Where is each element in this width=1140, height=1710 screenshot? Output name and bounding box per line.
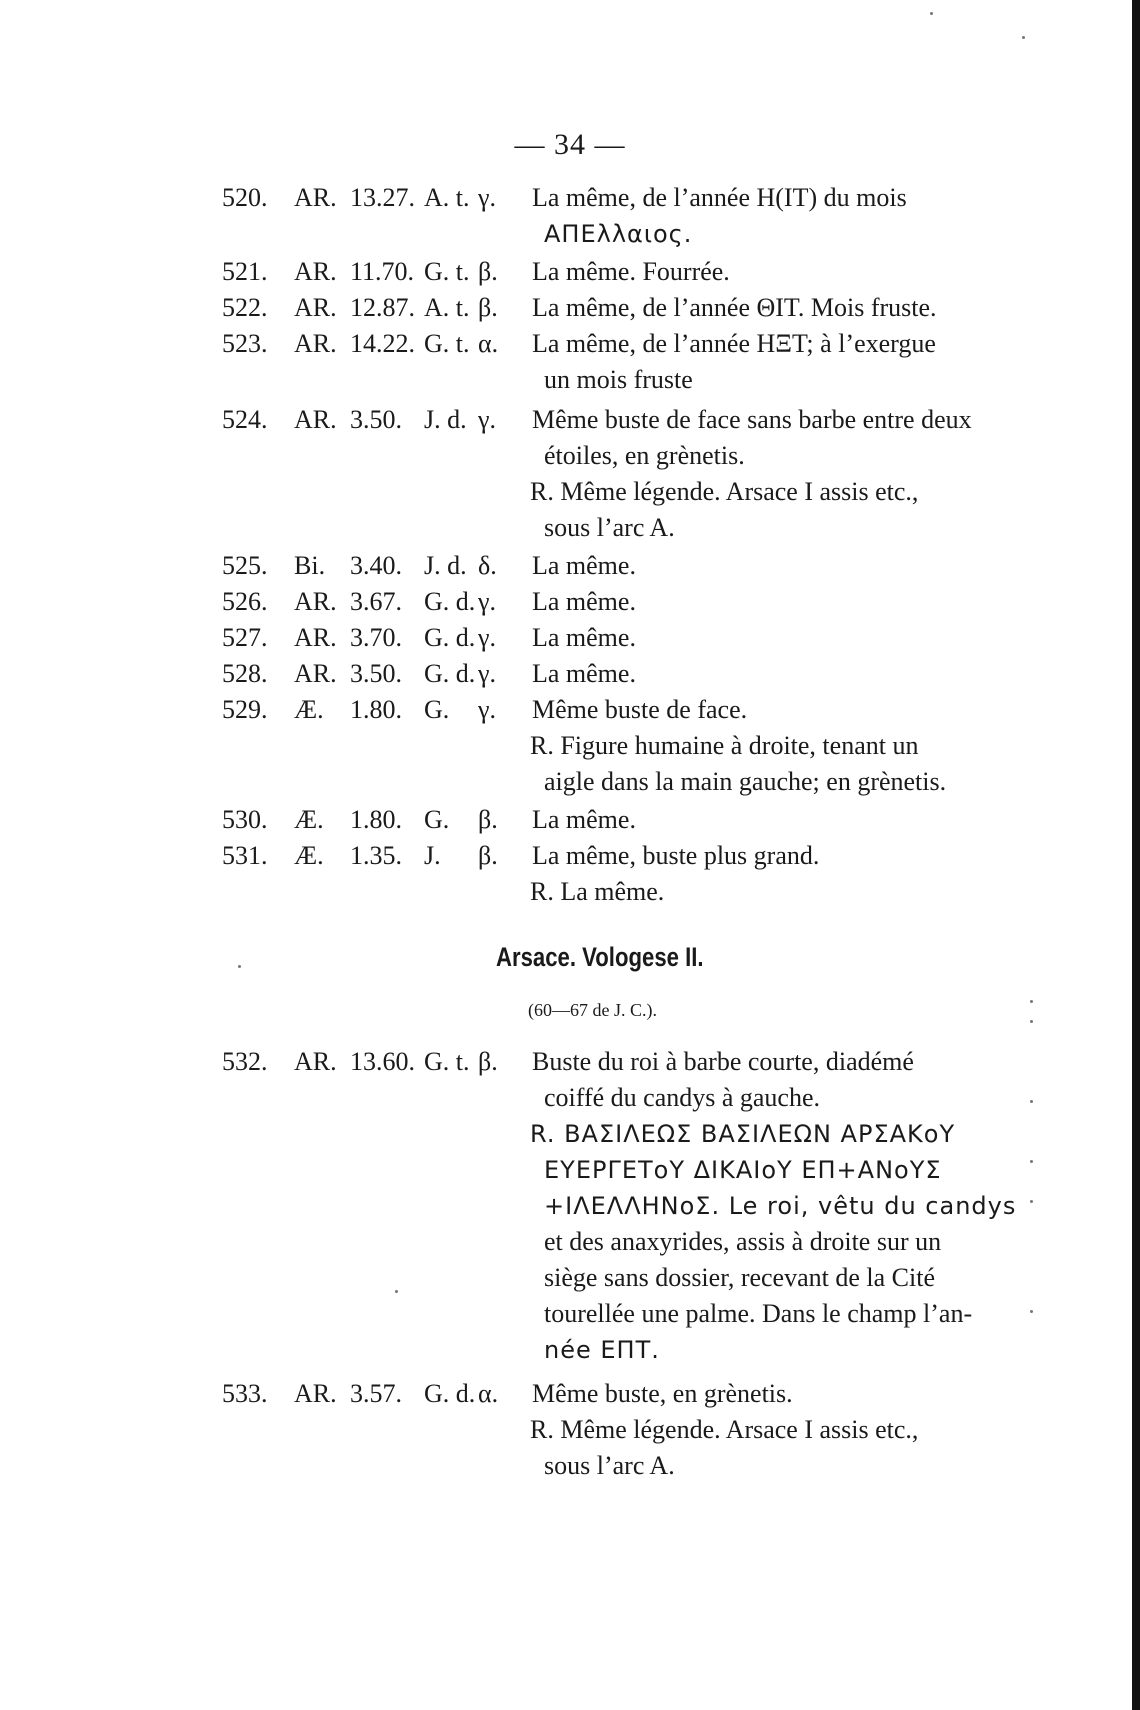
weight-value: 3.70. — [350, 623, 402, 652]
reverse-line — [222, 1260, 1052, 1296]
grade-code: γ. — [478, 405, 496, 434]
entry-description: La même. — [532, 659, 636, 688]
entry-line — [222, 1044, 1052, 1080]
entry-description: La même, de l’année HΞT; à l’exergue — [532, 329, 936, 358]
catalog-code: G. — [424, 695, 450, 724]
metal-code: AR. — [294, 1379, 337, 1408]
scan-speck — [1030, 1020, 1033, 1023]
grade-code: β. — [478, 1047, 498, 1076]
weight-value: 1.80. — [350, 805, 402, 834]
metal-code: AR. — [294, 1047, 337, 1076]
entry-description-continued: coiffé du candys à gauche. — [544, 1083, 821, 1112]
coin-entry — [222, 802, 1052, 838]
coin-entry — [222, 838, 1052, 910]
entry-number: 531. — [222, 841, 268, 870]
grade-code: β. — [478, 257, 498, 286]
entry-description: La même, de l’année H(IT) du mois — [532, 183, 907, 212]
entry-line — [222, 180, 1052, 216]
entry-number: 530. — [222, 805, 268, 834]
metal-code: Æ. — [294, 841, 324, 870]
reverse-description: aigle dans la main gauche; en grènetis. — [544, 767, 947, 796]
metal-code: AR. — [294, 405, 337, 434]
scan-speck — [1030, 1160, 1033, 1163]
entry-description: La même. — [532, 587, 636, 616]
grade-code: γ. — [478, 183, 496, 212]
scan-speck — [1030, 1200, 1033, 1203]
coin-entry — [222, 692, 1052, 800]
coin-entry — [222, 656, 1052, 692]
entry-line — [222, 620, 1052, 656]
grade-code: δ. — [478, 551, 497, 580]
entry-line — [222, 802, 1052, 838]
entry-line — [222, 402, 1052, 438]
weight-value: 3.50. — [350, 659, 402, 688]
entry-line — [222, 1080, 1052, 1116]
catalog-code: J. d. — [424, 551, 467, 580]
catalog-code: G. t. — [424, 1047, 470, 1076]
reverse-description: sous l’arc A. — [544, 1451, 675, 1480]
reverse-description: et des anaxyrides, assis à droite sur un — [544, 1227, 942, 1256]
entry-line — [222, 254, 1052, 290]
scan-speck — [395, 1290, 398, 1293]
reverse-line — [222, 764, 1052, 800]
reverse-line — [222, 728, 1052, 764]
entry-description: La même. — [532, 623, 636, 652]
catalog-code: J. d. — [424, 405, 467, 434]
metal-code: AR. — [294, 623, 337, 652]
entry-description: La même. — [532, 551, 636, 580]
reverse-line — [222, 474, 1052, 510]
entry-description: Buste du roi à barbe courte, diadémé — [532, 1047, 914, 1076]
entry-line — [222, 692, 1052, 728]
entry-description: La même, de l’année ΘIT. Mois fruste. — [532, 293, 937, 322]
reverse-line — [222, 1412, 1052, 1448]
coin-entry — [222, 326, 1052, 398]
metal-code: AR. — [294, 659, 337, 688]
reverse-description: sous l’arc A. — [544, 513, 675, 542]
entry-number: 528. — [222, 659, 268, 688]
entry-number: 523. — [222, 329, 268, 358]
grade-code: β. — [478, 805, 498, 834]
weight-value: 3.57. — [350, 1379, 402, 1408]
reverse-description: siège sans dossier, recevant de la Cité — [544, 1263, 935, 1292]
reverse-description: ΕΥΕΡΓΕΤοΥ ΔΙΚΑΙοΥ ΕΠ+ΑΝοΥΣ — [544, 1156, 942, 1184]
metal-code: Æ. — [294, 695, 324, 724]
weight-value: 1.80. — [350, 695, 402, 724]
entry-number: 522. — [222, 293, 268, 322]
reverse-line — [222, 874, 1052, 910]
coin-entry — [222, 1376, 1052, 1484]
reverse-description: +ΙΛΕΛΛΗΝοΣ. Le roi, vêtu du candys — [544, 1192, 1017, 1220]
page-number: — 34 — — [514, 128, 626, 161]
reverse-description: née ΕΠΤ. — [544, 1336, 660, 1364]
coin-entry — [222, 180, 1052, 252]
metal-code: AR. — [294, 329, 337, 358]
reverse-line — [222, 1152, 1052, 1188]
grade-code: γ. — [478, 695, 496, 724]
entry-description: La même. Fourrée. — [532, 257, 730, 286]
entry-number: 525. — [222, 551, 268, 580]
catalog-code: G. d. — [424, 1379, 476, 1408]
scan-edge — [1132, 0, 1140, 1710]
grade-code: γ. — [478, 659, 496, 688]
scan-speck — [1030, 1000, 1033, 1003]
entry-description: Même buste de face sans barbe entre deux — [532, 405, 972, 434]
scan-speck — [1030, 1310, 1033, 1313]
reverse-line — [222, 1296, 1052, 1332]
entry-line — [222, 290, 1052, 326]
entry-line — [222, 656, 1052, 692]
catalog-code: J. — [424, 841, 441, 870]
weight-value: 1.35. — [350, 841, 402, 870]
metal-code: AR. — [294, 183, 337, 212]
reverse-line — [222, 1332, 1052, 1368]
section-title: Arsace. Vologese II. — [496, 942, 704, 972]
weight-value: 12.87. — [350, 293, 415, 322]
grade-code: γ. — [478, 623, 496, 652]
entry-description-continued: un mois fruste — [544, 365, 693, 394]
catalog-code: G. d. — [424, 587, 476, 616]
reverse-line — [222, 1448, 1052, 1484]
entry-line — [222, 326, 1052, 362]
entry-description-continued: étoiles, en grènetis. — [544, 441, 745, 470]
entry-line — [222, 362, 1052, 398]
weight-value: 3.50. — [350, 405, 402, 434]
entry-number: 533. — [222, 1379, 268, 1408]
reverse-description: R. Figure humaine à droite, tenant un — [530, 731, 919, 760]
catalog-code: A. t. — [424, 293, 470, 322]
entry-description: Même buste, en grènetis. — [532, 1379, 793, 1408]
entry-line — [222, 438, 1052, 474]
entry-number: 520. — [222, 183, 268, 212]
scan-speck — [1030, 1100, 1033, 1103]
reverse-description: R. Même légende. Arsace I assis etc., — [530, 477, 919, 506]
catalog-code: G. — [424, 805, 450, 834]
weight-value: 14.22. — [350, 329, 415, 358]
entry-description: La même. — [532, 805, 636, 834]
entry-number: 527. — [222, 623, 268, 652]
entry-line — [222, 548, 1052, 584]
weight-value: 3.40. — [350, 551, 402, 580]
grade-code: β. — [478, 841, 498, 870]
coin-entry — [222, 254, 1052, 290]
grade-code: γ. — [478, 587, 496, 616]
weight-value: 13.27. — [350, 183, 415, 212]
catalog-code: G. d. — [424, 659, 476, 688]
catalog-code: G. t. — [424, 329, 470, 358]
reverse-description: R. ΒΑΣΙΛΕΩΣ ΒΑΣΙΛΕΩΝ ΑΡΣΑΚοΥ — [530, 1120, 956, 1148]
metal-code: AR. — [294, 587, 337, 616]
reverse-line — [222, 510, 1052, 546]
entry-description: Même buste de face. — [532, 695, 748, 724]
entry-line — [222, 838, 1052, 874]
catalog-code: G. d. — [424, 623, 476, 652]
grade-code: α. — [478, 329, 499, 358]
section-subtitle: (60—67 de J. C.). — [528, 1000, 657, 1020]
reverse-line — [222, 1116, 1052, 1152]
entry-line — [222, 1376, 1052, 1412]
metal-code: AR. — [294, 293, 337, 322]
metal-code: AR. — [294, 257, 337, 286]
scan-speck — [1022, 36, 1025, 39]
entry-number: 526. — [222, 587, 268, 616]
weight-value: 11.70. — [350, 257, 415, 286]
entry-description: La même, buste plus grand. — [532, 841, 820, 870]
entry-line — [222, 584, 1052, 620]
metal-code: Bi. — [294, 551, 326, 580]
entry-number: 524. — [222, 405, 268, 434]
coin-entry — [222, 290, 1052, 326]
reverse-line — [222, 1224, 1052, 1260]
weight-value: 13.60. — [350, 1047, 415, 1076]
grade-code: β. — [478, 293, 498, 322]
entry-number: 529. — [222, 695, 268, 724]
scan-speck — [238, 965, 241, 968]
coin-entry — [222, 1044, 1052, 1368]
entry-number: 532. — [222, 1047, 268, 1076]
catalog-code: G. t. — [424, 257, 470, 286]
coin-entry — [222, 402, 1052, 546]
scan-speck — [930, 12, 933, 15]
catalog-code: A. t. — [424, 183, 470, 212]
reverse-description: R. La même. — [530, 877, 665, 906]
entry-line — [222, 216, 1052, 252]
reverse-line — [222, 1188, 1052, 1224]
weight-value: 3.67. — [350, 587, 402, 616]
metal-code: Æ. — [294, 805, 324, 834]
coin-entry — [222, 584, 1052, 620]
reverse-description: tourellée une palme. Dans le champ l’an- — [544, 1299, 973, 1328]
grade-code: α. — [478, 1379, 499, 1408]
entry-description-continued: ΑΠΕλλαιος. — [544, 220, 693, 248]
coin-entry — [222, 620, 1052, 656]
coin-entry — [222, 548, 1052, 584]
reverse-description: R. Même légende. Arsace I assis etc., — [530, 1415, 919, 1444]
entry-number: 521. — [222, 257, 268, 286]
